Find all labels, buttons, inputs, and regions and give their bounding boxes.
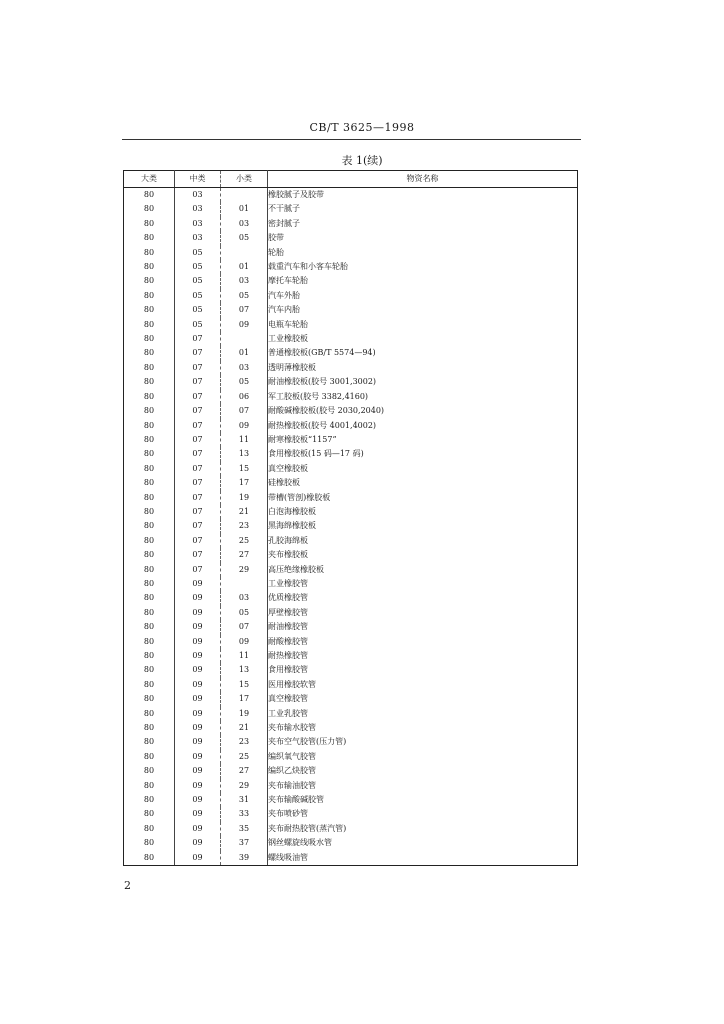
cell-mid: 09 — [175, 807, 221, 821]
page-number: 2 — [124, 879, 131, 892]
cell-name: 医用橡胶软管 — [268, 679, 316, 689]
cell-name: 黑海绵橡胶板 — [268, 521, 316, 531]
cell-major: 80 — [124, 735, 175, 749]
cell-mid: 07 — [175, 563, 221, 577]
col-header-mid: 中类 — [175, 171, 221, 188]
cell-mid: 09 — [175, 793, 221, 807]
cell-major: 80 — [124, 620, 175, 634]
cell-mid: 09 — [175, 649, 221, 663]
table-row — [124, 663, 578, 677]
table-header-row — [124, 171, 578, 188]
cell-major: 80 — [124, 851, 175, 866]
cell-mid: 07 — [175, 505, 221, 519]
cell-mid: 09 — [175, 836, 221, 850]
cell-minor: 09 — [221, 635, 268, 649]
cell-minor: 05 — [221, 231, 268, 245]
cell-minor: 39 — [221, 851, 268, 866]
table-row — [124, 361, 578, 375]
cell-name: 带槽(管剖)橡胶板 — [268, 492, 331, 502]
cell-minor: 31 — [221, 793, 268, 807]
cell-name: 胶带 — [268, 233, 284, 243]
cell-minor: 13 — [221, 447, 268, 461]
cell-name: 夹布输水胶管 — [268, 723, 316, 733]
cell-name: 高压绝缘橡胶板 — [268, 564, 324, 574]
table-body — [124, 188, 578, 866]
col-header-name: 物资名称 — [268, 171, 578, 188]
cell-major: 80 — [124, 563, 175, 577]
cell-name: 工业乳胶管 — [268, 708, 308, 718]
cell-minor: 01 — [221, 260, 268, 274]
cell-major: 80 — [124, 577, 175, 591]
cell-major: 80 — [124, 807, 175, 821]
cell-mid: 05 — [175, 246, 221, 260]
cell-name: 钢丝螺旋线吸水管 — [268, 838, 332, 848]
cell-mid: 05 — [175, 303, 221, 317]
cell-name: 耐寒橡胶板“1157” — [268, 434, 337, 444]
cell-minor: 09 — [221, 318, 268, 332]
cell-minor: 06 — [221, 390, 268, 404]
cell-minor: 03 — [221, 591, 268, 605]
table-row — [124, 735, 578, 749]
cell-minor: 33 — [221, 807, 268, 821]
cell-minor: 05 — [221, 375, 268, 389]
cell-minor: 07 — [221, 620, 268, 634]
cell-mid: 09 — [175, 750, 221, 764]
cell-name: 真空橡胶板 — [268, 463, 308, 473]
cell-name: 耐油橡胶管 — [268, 622, 308, 632]
cell-major: 80 — [124, 318, 175, 332]
cell-major: 80 — [124, 447, 175, 461]
cell-name: 摩托车轮胎 — [268, 276, 308, 286]
cell-major: 80 — [124, 375, 175, 389]
cell-minor: 23 — [221, 519, 268, 533]
table-row — [124, 231, 578, 245]
table-row — [124, 577, 578, 591]
cell-mid: 03 — [175, 202, 221, 216]
cell-name: 食用橡胶板(15 码—17 码) — [268, 449, 364, 459]
table-row — [124, 246, 578, 260]
cell-major: 80 — [124, 519, 175, 533]
cell-major: 80 — [124, 346, 175, 360]
cell-minor: 15 — [221, 462, 268, 476]
cell-mid: 09 — [175, 822, 221, 836]
cell-major: 80 — [124, 462, 175, 476]
cell-mid: 07 — [175, 375, 221, 389]
cell-name: 夹布输油胶管 — [268, 780, 316, 790]
table-row — [124, 332, 578, 346]
cell-major: 80 — [124, 202, 175, 216]
cell-name: 耐热橡胶板(胶号 4001,4002) — [268, 420, 377, 430]
cell-major: 80 — [124, 491, 175, 505]
cell-mid: 07 — [175, 433, 221, 447]
cell-name: 耐油橡胶板(胶号 3001,3002) — [268, 377, 377, 387]
cell-major: 80 — [124, 274, 175, 288]
table-row — [124, 346, 578, 360]
table-row — [124, 534, 578, 548]
cell-name: 厚壁橡胶管 — [268, 607, 308, 617]
table-row — [124, 404, 578, 418]
cell-name: 电瓶车轮胎 — [268, 319, 308, 329]
cell-major: 80 — [124, 303, 175, 317]
cell-major: 80 — [124, 260, 175, 274]
cell-minor: 01 — [221, 202, 268, 216]
cell-name: 工业橡胶板 — [268, 334, 308, 344]
cell-mid: 09 — [175, 663, 221, 677]
cell-mid: 09 — [175, 692, 221, 706]
cell-minor: 05 — [221, 289, 268, 303]
cell-minor: 11 — [221, 649, 268, 663]
cell-mid: 07 — [175, 404, 221, 418]
cell-mid: 07 — [175, 447, 221, 461]
cell-mid: 09 — [175, 851, 221, 866]
cell-name: 夹布橡胶板 — [268, 550, 308, 560]
table-row — [124, 390, 578, 404]
cell-name: 橡胶腻子及胶带 — [268, 190, 324, 199]
table-row — [124, 750, 578, 764]
cell-mid: 07 — [175, 548, 221, 562]
table-row — [124, 188, 578, 203]
cell-minor: 03 — [221, 274, 268, 288]
cell-minor: 05 — [221, 606, 268, 620]
cell-mid: 07 — [175, 462, 221, 476]
cell-mid: 09 — [175, 735, 221, 749]
table-row — [124, 649, 578, 663]
cell-minor: 23 — [221, 735, 268, 749]
cell-major: 80 — [124, 433, 175, 447]
cell-name: 夹布耐热胶管(蒸汽管) — [268, 823, 347, 833]
cell-mid: 07 — [175, 519, 221, 533]
table-row — [124, 447, 578, 461]
cell-mid: 09 — [175, 721, 221, 735]
cell-minor: 29 — [221, 779, 268, 793]
table-row — [124, 375, 578, 389]
cell-name: 工业橡胶管 — [268, 578, 308, 588]
cell-mid: 09 — [175, 620, 221, 634]
cell-name: 耐酸橡胶管 — [268, 636, 308, 646]
cell-minor: 15 — [221, 678, 268, 692]
cell-major: 80 — [124, 188, 175, 203]
cell-mid: 05 — [175, 260, 221, 274]
cell-major: 80 — [124, 822, 175, 836]
cell-minor — [221, 188, 268, 203]
cell-minor — [221, 577, 268, 591]
cell-name: 编织乙炔胶管 — [268, 766, 316, 776]
cell-name: 轮胎 — [268, 247, 284, 257]
cell-mid: 09 — [175, 707, 221, 721]
cell-minor — [221, 332, 268, 346]
cell-minor: 21 — [221, 721, 268, 735]
table-row — [124, 779, 578, 793]
cell-mid: 07 — [175, 332, 221, 346]
table-row — [124, 836, 578, 850]
cell-major: 80 — [124, 707, 175, 721]
cell-minor: 27 — [221, 548, 268, 562]
cell-name: 优质橡胶管 — [268, 593, 308, 603]
cell-minor: 03 — [221, 217, 268, 231]
cell-minor: 03 — [221, 361, 268, 375]
cell-name: 螺线吸油管 — [268, 851, 578, 866]
cell-mid: 09 — [175, 577, 221, 591]
cell-major: 80 — [124, 231, 175, 245]
cell-major: 80 — [124, 591, 175, 605]
cell-name: 夹布空气胶管(压力管) — [268, 737, 347, 747]
cell-name: 汽车内胎 — [268, 305, 300, 315]
cell-major: 80 — [124, 779, 175, 793]
cell-name: 密封腻子 — [268, 218, 300, 228]
col-header-minor: 小类 — [221, 171, 268, 188]
table-row — [124, 620, 578, 634]
table-caption: 表 1(续) — [341, 154, 383, 167]
cell-name: 军工胶板(胶号 3382,4160) — [268, 391, 369, 401]
table-row — [124, 807, 578, 821]
cell-major: 80 — [124, 678, 175, 692]
cell-major: 80 — [124, 217, 175, 231]
table-row — [124, 851, 578, 866]
cell-major: 80 — [124, 505, 175, 519]
cell-mid: 05 — [175, 274, 221, 288]
cell-major: 80 — [124, 692, 175, 706]
table-row — [124, 635, 578, 649]
cell-name: 耐酸碱橡胶板(胶号 2030,2040) — [268, 406, 385, 416]
cell-name: 普通橡胶板(GB/T 5574—94) — [268, 348, 376, 358]
col-header-major: 大类 — [124, 171, 175, 188]
table-row — [124, 707, 578, 721]
cell-mid: 05 — [175, 289, 221, 303]
cell-minor: 25 — [221, 534, 268, 548]
table-row — [124, 476, 578, 490]
cell-name: 不干腻子 — [268, 204, 300, 214]
cell-mid: 07 — [175, 534, 221, 548]
cell-major: 80 — [124, 649, 175, 663]
cell-minor: 21 — [221, 505, 268, 519]
cell-major: 80 — [124, 750, 175, 764]
cell-major: 80 — [124, 606, 175, 620]
table-row — [124, 793, 578, 807]
cell-minor: 09 — [221, 419, 268, 433]
table-row — [124, 303, 578, 317]
cell-mid: 09 — [175, 678, 221, 692]
cell-name: 汽车外胎 — [268, 290, 300, 300]
table-row — [124, 217, 578, 231]
cell-mid: 07 — [175, 346, 221, 360]
table-row — [124, 260, 578, 274]
cell-minor: 13 — [221, 663, 268, 677]
materials-table — [123, 170, 578, 866]
table-row — [124, 491, 578, 505]
table-row — [124, 519, 578, 533]
table-row — [124, 202, 578, 216]
cell-name: 白泡海橡胶板 — [268, 506, 316, 516]
table-row — [124, 433, 578, 447]
cell-minor: 19 — [221, 707, 268, 721]
table-row — [124, 289, 578, 303]
cell-name: 夹布喷砂管 — [268, 809, 308, 819]
cell-mid: 07 — [175, 491, 221, 505]
cell-major: 80 — [124, 793, 175, 807]
cell-name: 硅橡胶板 — [268, 478, 300, 488]
cell-mid: 07 — [175, 390, 221, 404]
cell-minor — [221, 246, 268, 260]
cell-major: 80 — [124, 635, 175, 649]
cell-minor: 29 — [221, 563, 268, 577]
cell-mid: 05 — [175, 318, 221, 332]
cell-name: 真空橡胶管 — [268, 694, 308, 704]
cell-minor: 17 — [221, 692, 268, 706]
cell-mid: 03 — [175, 217, 221, 231]
cell-major: 80 — [124, 663, 175, 677]
standard-header: CB/T 3625—1998 — [309, 121, 415, 134]
table-row — [124, 678, 578, 692]
table-row — [124, 505, 578, 519]
cell-minor: 07 — [221, 303, 268, 317]
table-row — [124, 462, 578, 476]
cell-mid: 07 — [175, 476, 221, 490]
cell-name: 透明薄橡胶板 — [268, 362, 316, 372]
cell-major: 80 — [124, 332, 175, 346]
cell-mid: 07 — [175, 419, 221, 433]
table-row — [124, 591, 578, 605]
cell-mid: 09 — [175, 591, 221, 605]
cell-name: 孔胶海绵板 — [268, 535, 308, 545]
cell-name: 耐热橡胶管 — [268, 651, 308, 660]
cell-minor: 01 — [221, 346, 268, 360]
cell-major: 80 — [124, 836, 175, 850]
table-row — [124, 274, 578, 288]
cell-minor: 11 — [221, 433, 268, 447]
cell-mid: 09 — [175, 764, 221, 778]
table-row — [124, 721, 578, 735]
table-row — [124, 548, 578, 562]
header-rule — [122, 139, 581, 140]
cell-major: 80 — [124, 721, 175, 735]
table-row — [124, 563, 578, 577]
cell-major: 80 — [124, 764, 175, 778]
cell-major: 80 — [124, 476, 175, 490]
cell-mid: 07 — [175, 361, 221, 375]
cell-major: 80 — [124, 548, 175, 562]
cell-minor: 25 — [221, 750, 268, 764]
cell-major: 80 — [124, 246, 175, 260]
cell-name: 编织氧气胶管 — [268, 751, 316, 761]
cell-major: 80 — [124, 361, 175, 375]
cell-minor: 27 — [221, 764, 268, 778]
table-row — [124, 419, 578, 433]
cell-mid: 09 — [175, 779, 221, 793]
table-row — [124, 318, 578, 332]
cell-name: 夹布输酸碱胶管 — [268, 795, 324, 805]
cell-name: 载重汽车和小客车轮胎 — [268, 262, 348, 272]
cell-minor: 35 — [221, 822, 268, 836]
table-row — [124, 606, 578, 620]
cell-name: 食用橡胶管 — [268, 665, 308, 675]
cell-mid: 03 — [175, 188, 221, 203]
cell-major: 80 — [124, 289, 175, 303]
cell-major: 80 — [124, 534, 175, 548]
cell-minor: 07 — [221, 404, 268, 418]
cell-mid: 09 — [175, 635, 221, 649]
cell-major: 80 — [124, 419, 175, 433]
cell-mid: 09 — [175, 606, 221, 620]
cell-major: 80 — [124, 404, 175, 418]
table-row — [124, 822, 578, 836]
cell-mid: 03 — [175, 231, 221, 245]
cell-minor: 19 — [221, 491, 268, 505]
cell-minor: 37 — [221, 836, 268, 850]
table-row — [124, 764, 578, 778]
cell-major: 80 — [124, 390, 175, 404]
table-row — [124, 692, 578, 706]
cell-minor: 17 — [221, 476, 268, 490]
